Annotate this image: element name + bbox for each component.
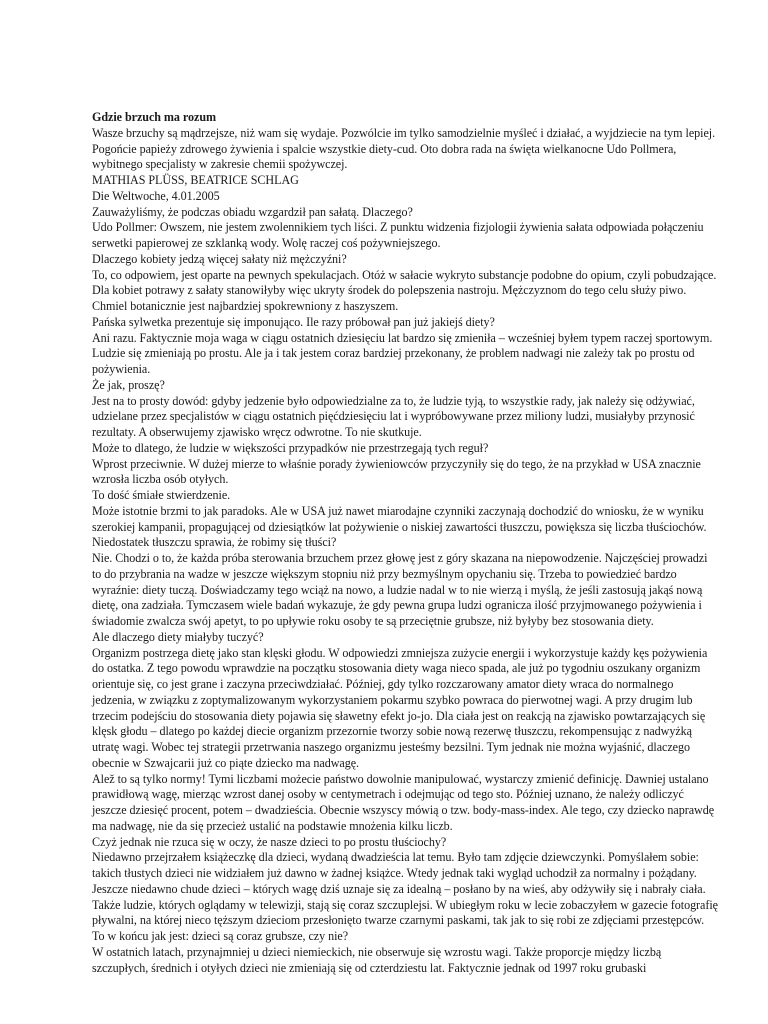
question: Pańska sylwetka prezentuje się imponująco. Ile razy próbował pan już jakiejś diety?	[92, 314, 495, 329]
question: Że jak, proszę?	[92, 377, 165, 392]
answer: Organizm postrzega dietę jako stan klęski głodu. W odpowiedzi zmniejsza zużycie energii i wykorzystuje każdy kęs pożywienia do ostatka. Z tego powodu wprawdzie na początku stosowania diety waga nieco spada, ale już po tygodniu oszukany organizm orientuje się, co jest grane i zaczyna przeciwdziałać. Później, gdy tylko rozczarowany amator diety wraca do normalnego jedzenia, w związku z zoptymalizowanym wykorzystaniem pokarmu szybko powraca do pierwotnej wagi. A przy drugim lub trzecim podejściu do stosowania diety pojawia się sławetny efekt jo-jo. Dla ciała jest on reakcją na zjawisko powtarzających się klęsk głodu – dlatego po każdej diecie organizm przezornie tworzy sobie nową rezerwę tłuszczu, rekompensując z nadwyżką utratę wagi. Wobec tej strategii przetrwania naszego organizmu jesteśmy bezsilni. Tym jednak nie można wyjaśnić, dlaczego obecnie w Szwajcarii już co piąte dziecko ma nadwagę.	[92, 645, 708, 770]
answer: Jest na to prosty dowód: gdyby jedzenie było odpowiedzialne za to, że ludzie tyją, to wszystkie rady, jak należy się odżywiać, udzielane przez specjalistów w ciągu ostatnich pięćdziesięciu lat i wypróbowywane przez miliony ludzi, musiałyby przynosić rezultaty. A obserwujemy zjawisko wręcz odwrotne. To nie skutkuje.	[92, 393, 695, 439]
question: To dość śmiałe stwierdzenie.	[92, 488, 231, 502]
answer: Alež to są tylko normy! Tymi liczbami możecie państwo dowolnie manipulować, wystarczy zmienić definicję. Dawniej ustalano prawidłową wagę, mierząc wzrost danej osoby w centymetrach i odejmując od tego sto. Później uznano, że należy odliczyć jeszcze dziesięć procent, potem – dwadzieścia. Obecnie wszyscy mówią o tzw. body-mass-index. Ale tego, czy dziecko naprawdę ma nadwagę, nie da się przecież ustalić na podstawie mnożenia kilku liczb.	[92, 771, 715, 833]
article-source: Die Weltwoche, 4.01.2005	[92, 188, 220, 203]
answer: Niedawno przejrzałem książeczkę dla dzieci, wydaną dwadzieścia lat temu. Było tam zdjęcie dziewczynki. Pomyślałem sobie: takich tłustych dzieci nie widziałem już dawno w żadnej książce. Wtedy jednak taki wygląd uchodził za normalny i pożądany. Jeszcze niedawno chude dzieci – których wagę dziś uznaje się za idealną – posłano by na wieś, aby odżywiły się i nabrały ciała. Także ludzie, których oglądamy w telewizji, stają się coraz szczuplejsi. W ubiegłym roku w lecie zobaczyłem w gazecie fotografię pływalni, na której nieco tęższym dzieciom przesłonięto twarze czarnymi paskami, tak jak to się robi ze zdjęciami przestępców.	[92, 850, 718, 928]
article	[92, 110, 718, 976]
article-lead: Wasze brzuchy są mądrzejsze, niż wam się wydaje. Pozwólcie im tylko samodzielnie myśleć i działać, a wyjdziecie na tym lepiej. Pogońcie papieży zdrowego żywienia i spalcie wszystkie diety-cud. Oto dobra rada na święta wielkanocne Udo Pollmera, wybitnego specjalisty w zakresie chemii spożywczej.	[92, 125, 716, 172]
answer: Ani razu. Faktycznie moja waga w ciągu ostatnich dziesięciu lat bardzo się zmieniła – wcześniej byłem typem raczej sportowym. Ludzie się zmieniają po prostu. Ale ja i tak jestem coraz bardziej przekonany, że problem nadwagi nie zależy tak po prostu od pożywienia.	[92, 330, 713, 376]
answer: Może istotnie brzmi to jak paradoks. Ale w USA już nawet miarodajne czynniki zaczynają dochodzić do wniosku, że w wyniku szerokiej kampanii, propagującej od dziesiątków lat pożywienie o niskiej zawartości tłuszczu, powiększa się liczba tłuściochów.	[92, 503, 707, 534]
question: Niedostatek tłuszczu sprawia, że robimy się tłuści?	[92, 535, 337, 550]
answer: Wprost przeciwnie. W dużej mierze to właśnie porady żywieniowców przyczyniły się do tego, że na przykład w USA znacznie wzrosła liczba osób otyłych.	[92, 456, 701, 487]
question: Ale dlaczego diety miałyby tuczyć?	[92, 629, 264, 644]
answer: To, co odpowiem, jest oparte na pewnych spekulacjach. Otóż w sałacie wykryto substancje podobne do opium, czyli pobudzające. Dla kobiet potrawy z sałaty stanowiłyby więc ukryty środek do polepszenia nastroju. Mężczyznom do tego celu służy piwo. Chmiel botanicznie jest najbardziej spokrewniony z haszyszem.	[92, 267, 717, 313]
question: Może to dlatego, że ludzie w większości przypadków nie przestrzegają tych reguł?	[92, 440, 489, 455]
question: Dlaczego kobiety jedzą więcej sałaty niż mężczyźni?	[92, 251, 347, 266]
question: Zauważyliśmy, że podczas obiadu wzgardził pan sałatą. Dlaczego?	[92, 204, 413, 219]
answer: Nie. Chodzi o to, że każda próba sterowania brzuchem przez głowę jest z góry skazana na niepowodzenie. Najczęściej prowadzi to do przybrania na wadze w jeszcze większym stopniu niż przy bezmyślnym opychaniu się. Trzeba to powiedzieć bardzo wyraźnie: diety tuczą. Doświadczamy tego wciąż na nowo, a ludzie nadal w to nie wierzą i myślą, że jeśli zastosują jakąś nową dietę, ona zadziała. Tymczasem wiele badań wykazuje, że gdy pewna grupa ludzi ogranicza ilość przyjmowanego pożywienia i świadomie zwalcza swój apetyt, to po upływie roku osoby te są przeciętnie grubsze, niż byłyby bez stosowania diety.	[92, 551, 708, 628]
question: To w końcu jak jest: dzieci są coraz grubsze, czy nie?	[92, 929, 349, 943]
article-authors: MATHIAS PLÜSS, BEATRICE SCHLAG	[92, 173, 299, 187]
answer: Udo Pollmer: Owszem, nie jestem zwolennikiem tych liści. Z punktu widzenia fizjologii żywienia sałata odpowiada połączeniu serwetki papierowej ze szklanką wody. Wolę raczej coś pożywniejszego.	[92, 220, 704, 250]
question: Czyż jednak nie rzuca się w oczy, że nasze dzieci to po prostu tłuściochy?	[92, 834, 447, 849]
article-title: Gdzie brzuch ma rozum	[92, 110, 217, 124]
answer: W ostatnich latach, przynajmniej u dzieci niemieckich, nie obserwuje się wzrostu wagi. Także proporcje między liczbą szczupłych, średnich i otyłych dzieci nie zmieniają się od czterdziestu lat. Faktycznie jednak od 1997 roku grubaski	[92, 944, 662, 975]
